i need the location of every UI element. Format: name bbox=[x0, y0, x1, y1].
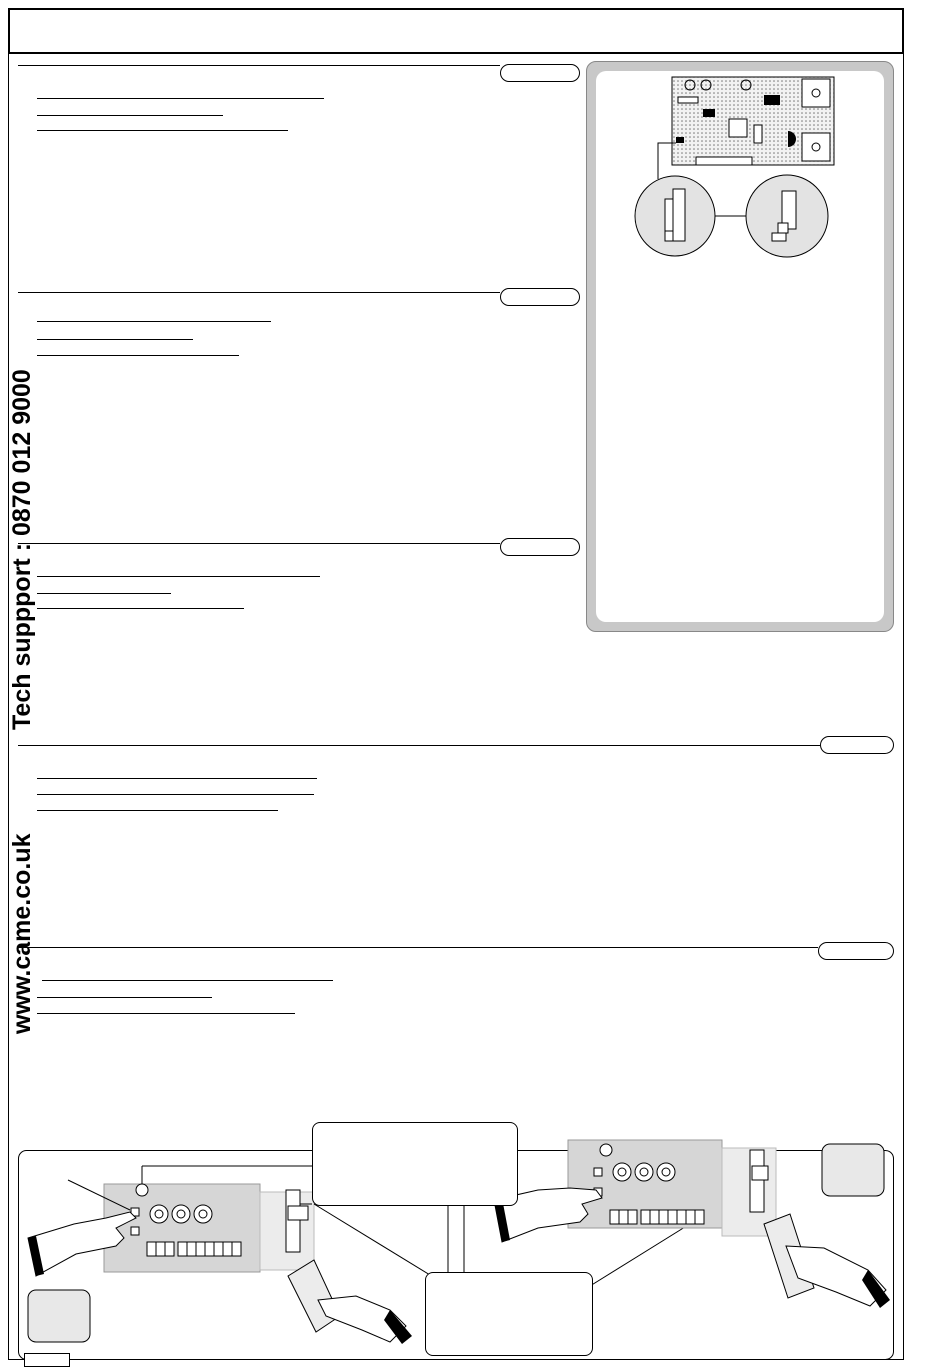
text-line bbox=[37, 1013, 295, 1014]
text-line bbox=[37, 608, 244, 609]
right-gray-box bbox=[822, 1144, 884, 1196]
left-gray-box bbox=[28, 1290, 90, 1342]
section-3-tag bbox=[500, 538, 580, 556]
section-2-tag bbox=[500, 288, 580, 306]
section-1-rule bbox=[18, 65, 500, 66]
text-line bbox=[37, 997, 212, 998]
receiver-card-left bbox=[286, 1190, 300, 1252]
header-box bbox=[8, 8, 904, 54]
section-5-tag bbox=[818, 942, 894, 960]
text-line bbox=[37, 593, 171, 594]
text-line bbox=[37, 810, 278, 811]
text-line bbox=[37, 778, 317, 779]
text-line bbox=[37, 115, 223, 116]
website-text: www.came.co.uk bbox=[8, 833, 36, 1034]
page-number bbox=[24, 1353, 70, 1367]
text-line bbox=[37, 321, 271, 322]
control-board-left bbox=[104, 1184, 260, 1272]
text-line bbox=[37, 355, 239, 356]
text-line bbox=[37, 98, 324, 99]
callout-top bbox=[312, 1122, 518, 1206]
callout-bottom bbox=[425, 1272, 593, 1356]
section-5-rule bbox=[18, 947, 818, 948]
text-line bbox=[42, 980, 333, 981]
text-line bbox=[37, 576, 320, 577]
jumper-diagram bbox=[596, 71, 884, 271]
text-line bbox=[37, 339, 193, 340]
text-line bbox=[37, 794, 314, 795]
section-1-tag bbox=[500, 64, 580, 82]
section-4-tag bbox=[820, 736, 894, 754]
support-phone-text: Tech suppport : 0870 012 9000 bbox=[8, 369, 36, 730]
section-4-rule bbox=[18, 745, 820, 746]
section-3-rule bbox=[18, 543, 500, 544]
text-line bbox=[37, 130, 288, 131]
section-2-rule bbox=[18, 292, 500, 293]
receiver-card-right bbox=[750, 1150, 764, 1212]
